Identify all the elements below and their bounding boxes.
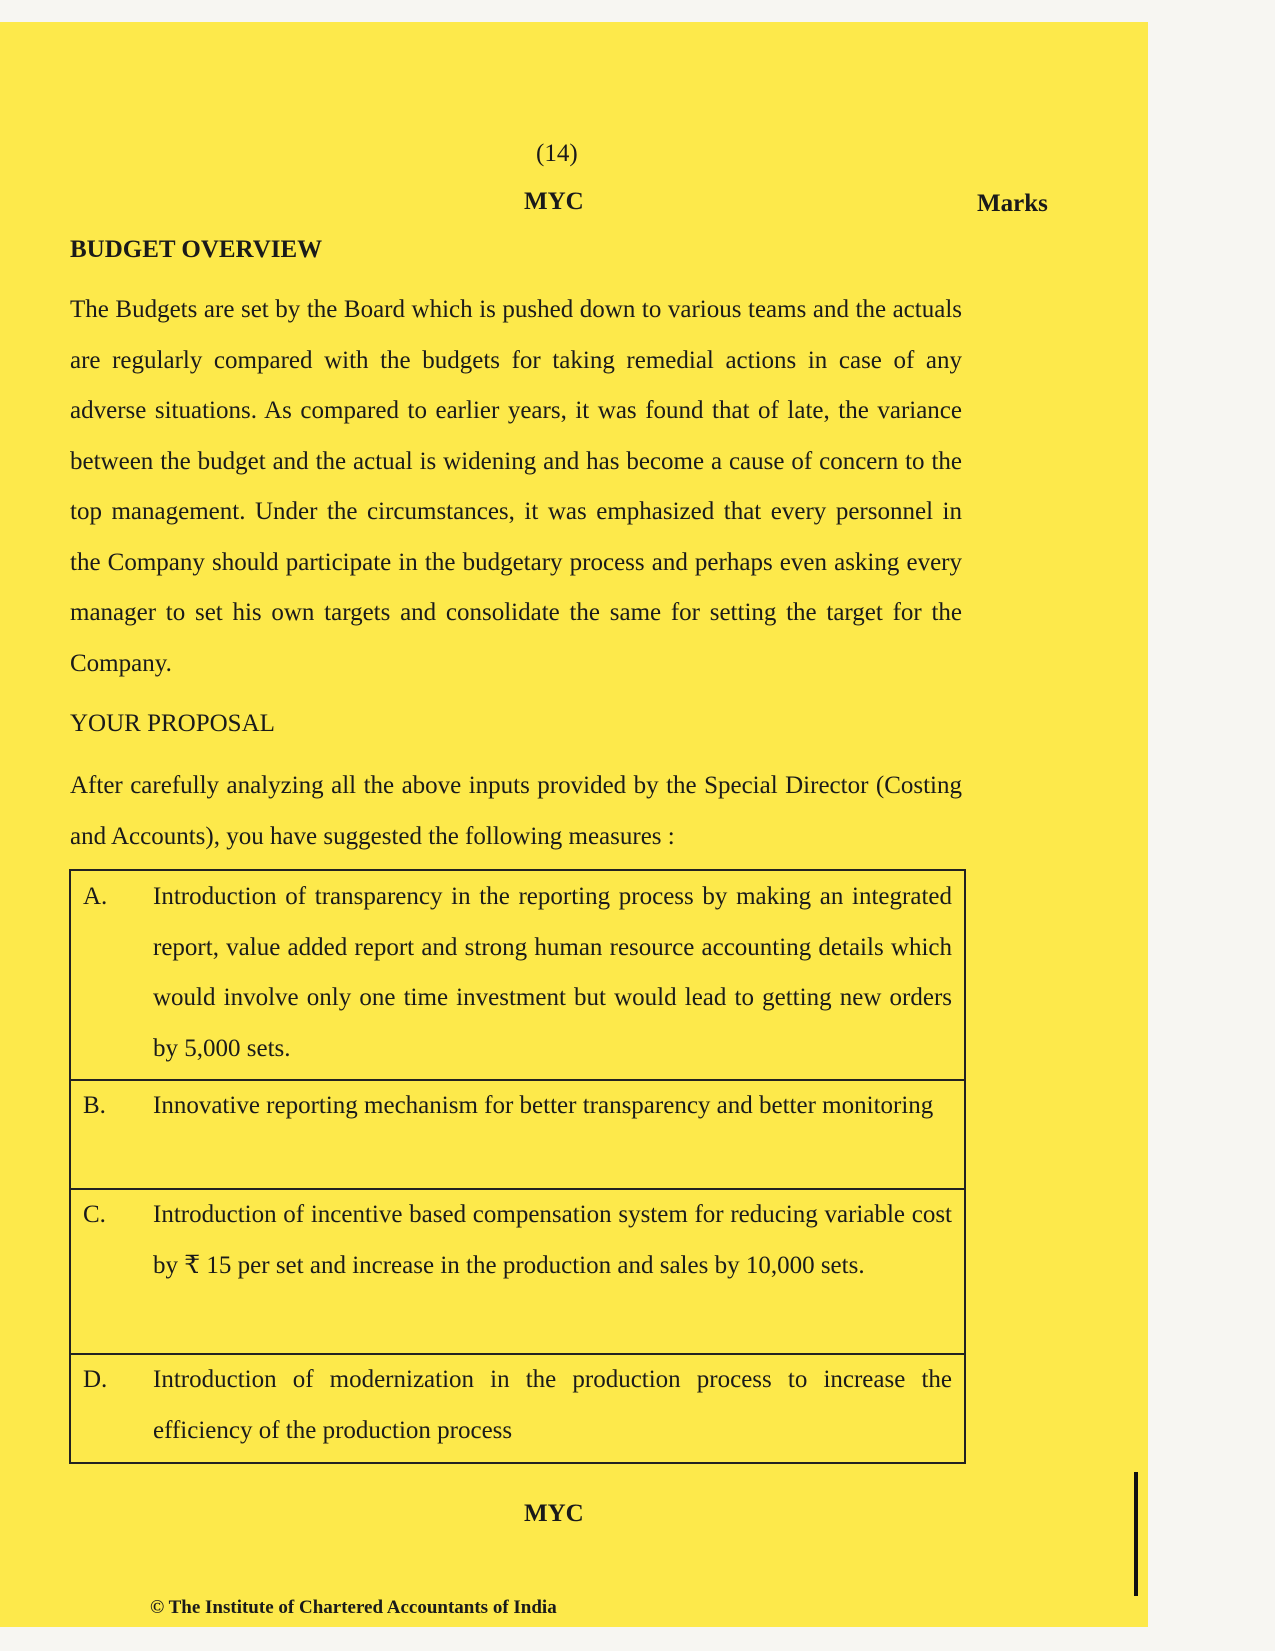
measure-letter: A.	[70, 870, 153, 1080]
measure-letter: B.	[70, 1080, 153, 1189]
marks-label: Marks	[977, 190, 1048, 217]
exam-page	[0, 22, 1148, 1627]
measure-text: Introduction of incentive based compensation system for reducing variable cost by ₹ 15 per set and increase in the production and sales by 10,000 sets.	[153, 1189, 965, 1354]
measure-text: Innovative reporting mechanism for better transparency and better monitoring	[153, 1080, 965, 1189]
paper-code-header: MYC	[524, 188, 584, 215]
measures-table	[69, 869, 966, 1464]
measure-text: Introduction of modernization in the production process to increase the efficiency of the production process	[153, 1354, 965, 1463]
page-number: (14)	[536, 140, 578, 167]
proposal-paragraph: After carefully analyzing all the above inputs provided by the Special Director (Costing and Accounts), you have suggested the following measures :	[70, 772, 962, 850]
measure-row	[70, 1354, 965, 1463]
your-proposal-heading: YOUR PROPOSAL	[70, 710, 275, 737]
measure-row	[70, 1080, 965, 1189]
measure-row	[70, 1189, 965, 1354]
measure-letter: C.	[70, 1189, 153, 1354]
copyright-footer: © The Institute of Chartered Accountants of India	[150, 1597, 557, 1618]
measure-text: Introduction of transparency in the reporting process by making an integrated report, value added report and strong human resource accounting details which would involve only one time investment but would lead to getting new orders by 5,000 sets.	[153, 870, 965, 1080]
budget-overview-heading: BUDGET OVERVIEW	[70, 236, 323, 263]
measure-letter: D.	[70, 1354, 153, 1463]
paper-code-footer: MYC	[524, 1500, 584, 1527]
measure-row	[70, 870, 965, 1080]
budget-overview-paragraph: The Budgets are set by the Board which is pushed down to various teams and the actuals are regularly compared with the budgets for taking remedial actions in case of any adverse situations. As compared to earlier years, it was found that of late, the variance between the budget and the actual is widening and has become a cause of concern to the top management. Under the circumstances, it was emphasized that every personnel in the Company should participate in the budgetary process and perhaps even asking every manager to set his own targets and consolidate the same for setting the target for the Company.	[70, 296, 962, 677]
scan-margin-line	[1134, 1472, 1138, 1596]
